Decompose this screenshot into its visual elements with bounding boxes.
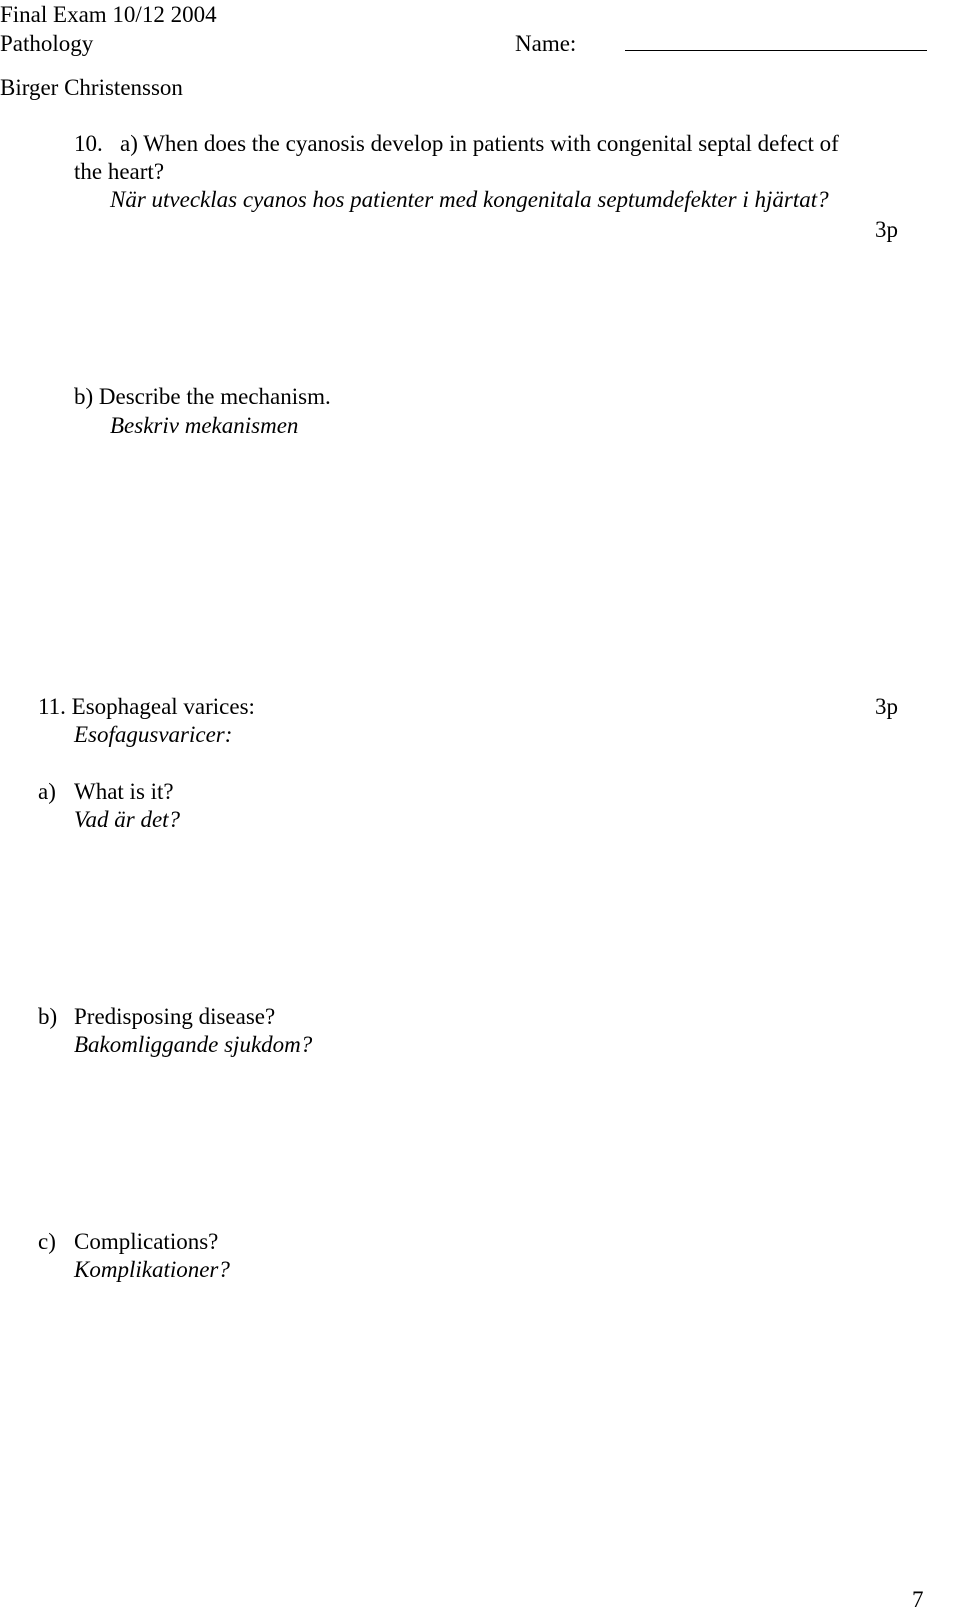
question-11b-text: Predisposing disease?	[74, 1004, 276, 1029]
question-10b-swedish: Beskriv mekanismen	[110, 413, 299, 438]
question-11-title: 11. Esophageal varices:	[38, 694, 255, 719]
name-underline	[625, 50, 927, 51]
page-number: 7	[912, 1587, 924, 1612]
question-11a-swedish: Vad är det?	[74, 807, 181, 832]
question-10a-points: 3p	[875, 217, 898, 242]
question-11-title-swedish: Esofagusvaricer:	[74, 722, 233, 747]
question-11a-label: a)	[38, 779, 56, 804]
exam-title: Final Exam 10/12 2004	[0, 2, 217, 27]
question-11b-swedish: Bakomliggande sjukdom?	[74, 1032, 313, 1057]
question-10a-text-line1: a) When does the cyanosis develop in patients with congenital septal defect of	[120, 131, 839, 156]
question-11-points: 3p	[875, 694, 898, 719]
question-11c-text: Complications?	[74, 1229, 219, 1254]
question-10a-swedish: När utvecklas cyanos hos patienter med kongenitala septumdefekter i hjärtat?	[110, 187, 829, 212]
name-label: Name:	[515, 31, 577, 56]
question-10a-text-line2: the heart?	[74, 159, 165, 184]
question-11b-label: b)	[38, 1004, 58, 1029]
question-11c-label: c)	[38, 1229, 56, 1254]
subject-label: Pathology	[0, 31, 94, 56]
question-11a-text: What is it?	[74, 779, 174, 804]
question-11c-swedish: Komplikationer?	[74, 1257, 230, 1282]
question-10b-text: b) Describe the mechanism.	[74, 384, 331, 409]
teacher-name: Birger Christensson	[0, 75, 183, 100]
question-10-number: 10.	[74, 131, 103, 156]
